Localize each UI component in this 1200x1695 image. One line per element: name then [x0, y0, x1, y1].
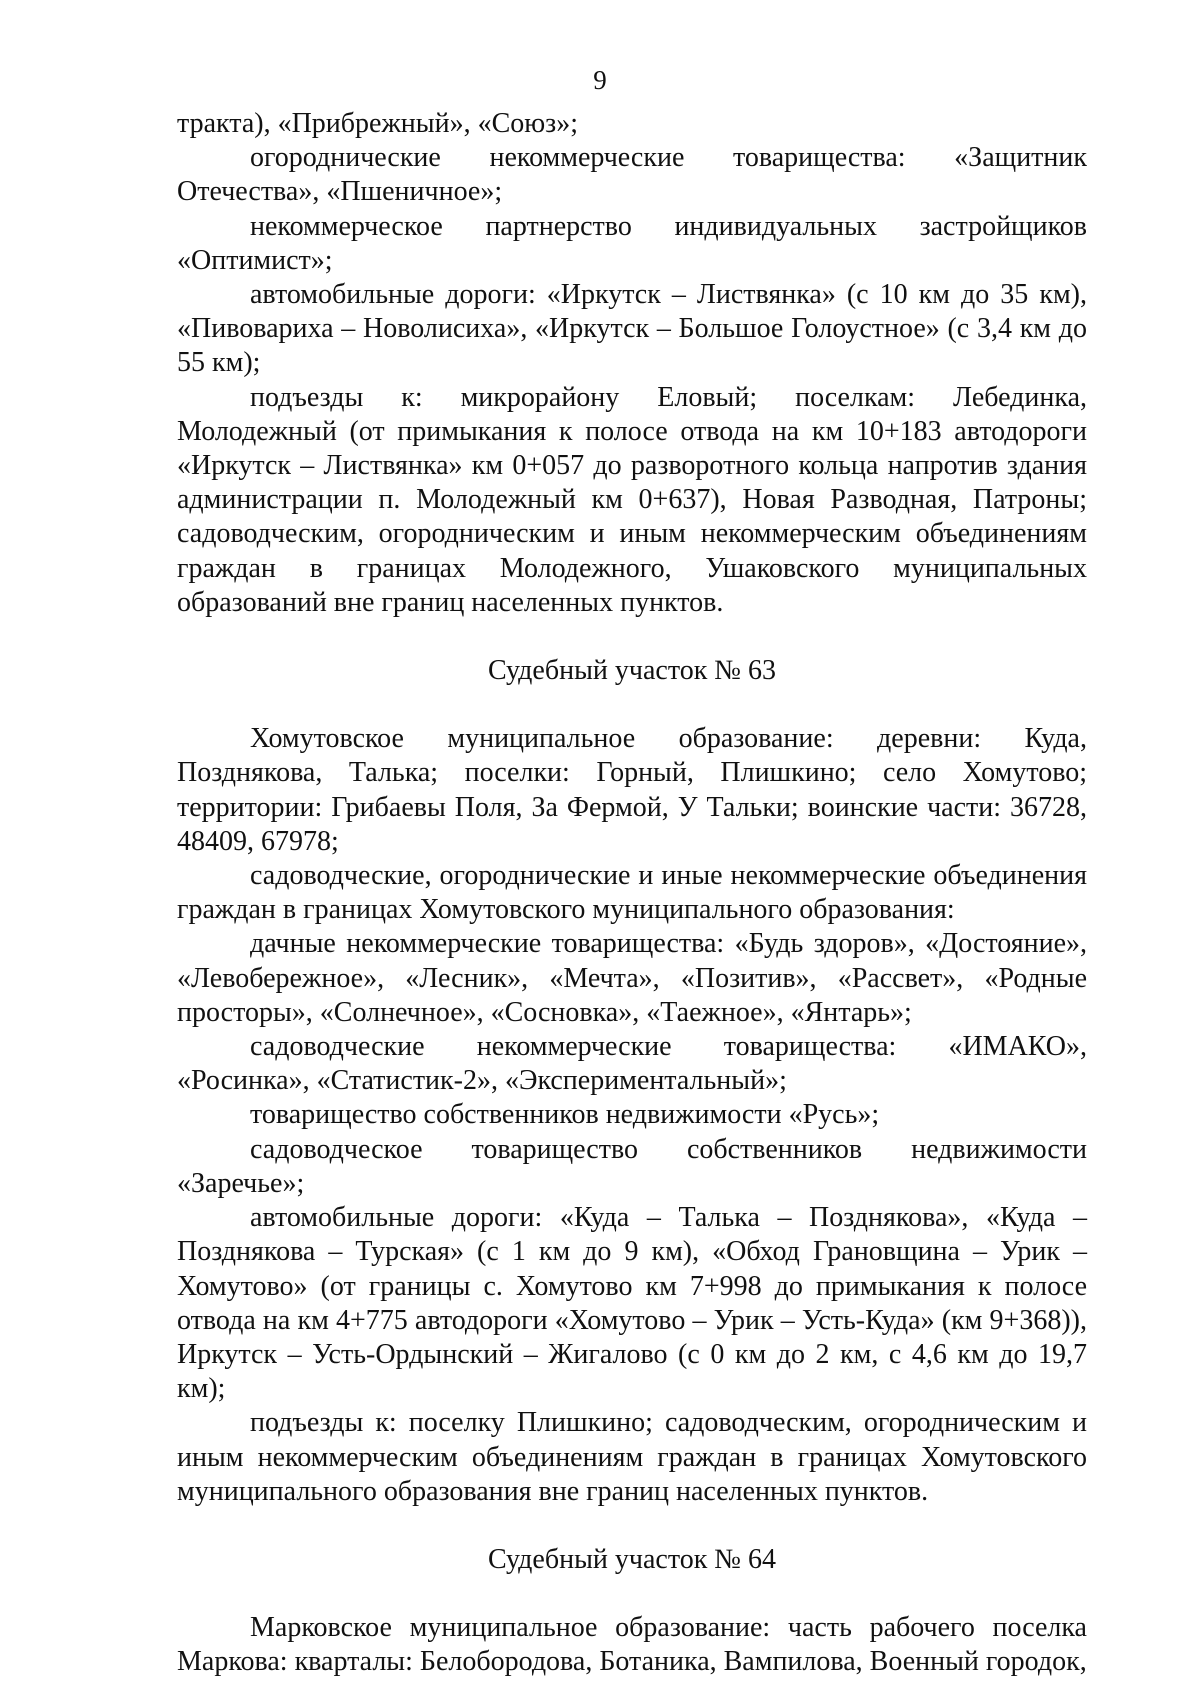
paragraph: садоводческие, огороднические и иные некоммерческие объединения граждан в границах Хомутовского муниципального образования:	[177, 860, 1087, 926]
paragraph: Марковское муниципальное образование: часть рабочего поселка Маркова: кварталы: Белобородова, Ботаника, Вампилова, Военный городок,	[177, 1612, 1087, 1678]
paragraph: огороднические некоммерческие товарищества: «Защитник Отечества», «Пшеничное»;	[177, 142, 1087, 208]
paragraph: товарищество собственников недвижимости «Русь»;	[250, 1099, 880, 1131]
section-heading-64: Судебный участок № 64	[487, 1543, 777, 1575]
document-body	[177, 107, 1087, 1680]
paragraph: автомобильные дороги: «Куда – Талька – Позднякова», «Куда – Позднякова – Турская» (с 1 км до 9 км), «Обход Грановщина – Урик – Хомутово» (от границы с. Хомутово км 7+998 до примыкания к полосе отвода на км 4+775 автодороги «Хомутово – Урик – Усть-Куда» (км 9+368)), Иркутск – Усть-Ордынский – Жигалово (с 0 км до 2 км, с 4,6 км до 19,7 км);	[177, 1202, 1087, 1405]
paragraph: дачные некоммерческие товарищества: «Будь здоров», «Достояние», «Левобережное», «Лесник», «Мечта», «Позитив», «Рассвет», «Родные просторы», «Солнечное», «Сосновка», «Таежное», «Янтарь»;	[177, 928, 1087, 1028]
paragraph: Хомутовское муниципальное образование: деревни: Куда, Позднякова, Талька; поселки: Горный, Плишкино; село Хомутово; территории: Грибаевы Поля, За Фермой, У Тальки; воинские части: 36728, 48409, 67978;	[177, 723, 1087, 857]
paragraph: садоводческое товарищество собственников недвижимости «Заречье»;	[177, 1133, 1087, 1199]
paragraph: некоммерческое партнерство индивидуальных застройщиков «Оптимист»;	[177, 210, 1087, 276]
page-number: 9	[593, 65, 607, 95]
paragraph: автомобильные дороги: «Иркутск – Листвянка» (с 10 км до 35 км), «Пивовариха – Новолисиха», «Иркутск – Большое Голоустное» (с 3,4 км до 55 км);	[177, 279, 1087, 379]
paragraph: подъезды к: поселку Плишкино; садоводческим, огородническим и иным некоммерческим объединениям граждан в границах Хомутовского муниципального образования вне границ населенных пунктов.	[177, 1407, 1087, 1507]
paragraph: подъезды к: микрорайону Еловый; поселкам: Лебединка, Молодежный (от примыкания к полосе отвода на км 10+183 автодороги «Иркутск – Листвянка» км 0+057 до разворотного кольца напротив здания администрации п. Молодежный км 0+637), Новая Разводная, Патроны; садоводческим, огородническим и иным некоммерческим объединениям граждан в границах Молодежного, Ушаковского муниципальных образований вне границ населенных пунктов.	[177, 381, 1087, 618]
paragraph: садоводческие некоммерческие товарищества: «ИМАКО», «Росинка», «Статистик-2», «Экспериментальный»;	[177, 1031, 1087, 1097]
paragraph: тракта), «Прибрежный», «Союз»;	[177, 108, 579, 139]
section-heading-63: Судебный участок № 63	[487, 655, 777, 687]
